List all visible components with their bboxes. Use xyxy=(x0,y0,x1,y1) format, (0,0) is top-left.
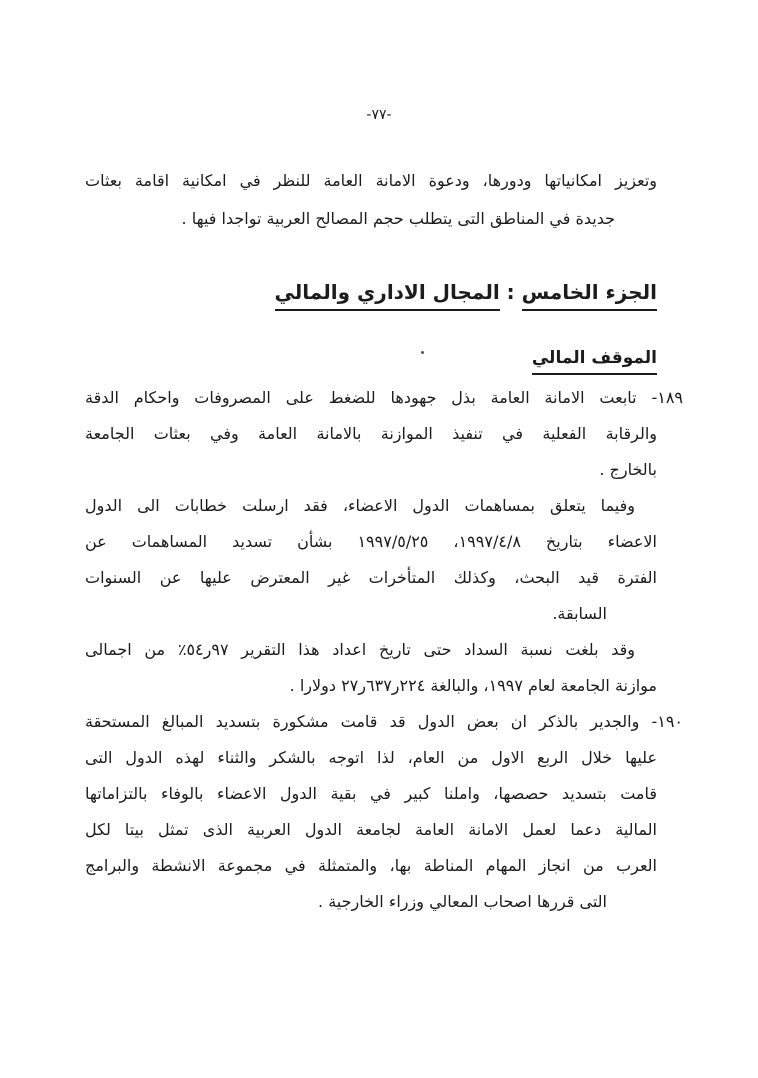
section-heading-part1: الجزء الخامس xyxy=(522,280,657,311)
paragraph-190-line: التى قررها اصحاب المعالي وزراء الخارجية . xyxy=(318,892,607,911)
paragraph-190-line: عليها خلال الربع الاول من العام، لذا اتوجه بالشكر والثناء لهذه الدول التى xyxy=(85,748,657,767)
section-heading-separator: : xyxy=(499,280,522,304)
scan-speckle xyxy=(421,351,424,354)
contributions-paragraph-line: السابقة. xyxy=(552,604,607,623)
contributions-paragraph-line: الفترة قيد البحث، وكذلك المتأخرات غير المعترض عليها عن السنوات xyxy=(85,568,657,587)
paragraph-189-line: والرقابة الفعلية في تنفيذ الموازنة بالامانة العامة وفي بعثات الجامعة xyxy=(85,424,657,443)
intro-paragraph-line: جديدة في المناطق التى يتطلب حجم المصالح العربية تواجدا فيها . xyxy=(181,209,615,228)
paragraph-189-line: ١٨٩- تابعت الامانة العامة بذل جهودها للضغط على المصروفات واحكام الدقة xyxy=(85,388,683,407)
paragraph-189-line: بالخارج . xyxy=(599,460,657,479)
paragraph-190-line: المالية دعما لعمل الامانة العامة لجامعة الدول العربية الذى تمثل بيتا لكل xyxy=(85,820,657,839)
paragraph-190-line: العرب من انجاز المهام المناطة بها، والمتمثلة في مجموعة الانشطة والبرامج xyxy=(85,856,657,875)
paragraph-190-line: ١٩٠- والجدير بالذكر ان بعض الدول قد قامت مشكورة بتسديد المبالغ المستحقة xyxy=(85,712,683,731)
contributions-paragraph-line: وفيما يتعلق بمساهمات الدول الاعضاء، فقد ارسلت خطابات الى الدول xyxy=(85,496,635,515)
page-number: -٧٧- xyxy=(366,107,392,123)
payment-ratio-paragraph-line: وقد بلغت نسبة السداد حتى تاريخ اعداد هذا التقرير ٩٧ر٥٤٪ من اجمالى xyxy=(85,640,636,659)
text-body xyxy=(85,162,683,920)
subsection-heading xyxy=(85,346,657,370)
payment-ratio-paragraph-line: موازنة الجامعة لعام ١٩٩٧، والبالغة ٢٢٤ر٦٣٧ر٢٧ دولارا . xyxy=(289,676,657,695)
intro-paragraph-line: وتعزيز امكانياتها ودورها، ودعوة الامانة العامة للنظر في امكانية اقامة بعثات xyxy=(85,171,657,190)
section-heading xyxy=(85,278,657,306)
section-heading-part2: المجال الاداري والمالي xyxy=(275,280,500,311)
contributions-paragraph-line: الاعضاء بتاريخ ١٩٩٧/٤/٨، ١٩٩٧/٥/٢٥ بشأن تسديد المساهمات عن xyxy=(85,532,658,551)
subsection-heading-title: الموقف المالي xyxy=(532,348,657,375)
paragraph-190-line: قامت بتسديد حصصها، واملنا كبير في بقية الدول الاعضاء بالوفاء بالتزاماتها xyxy=(85,784,657,803)
